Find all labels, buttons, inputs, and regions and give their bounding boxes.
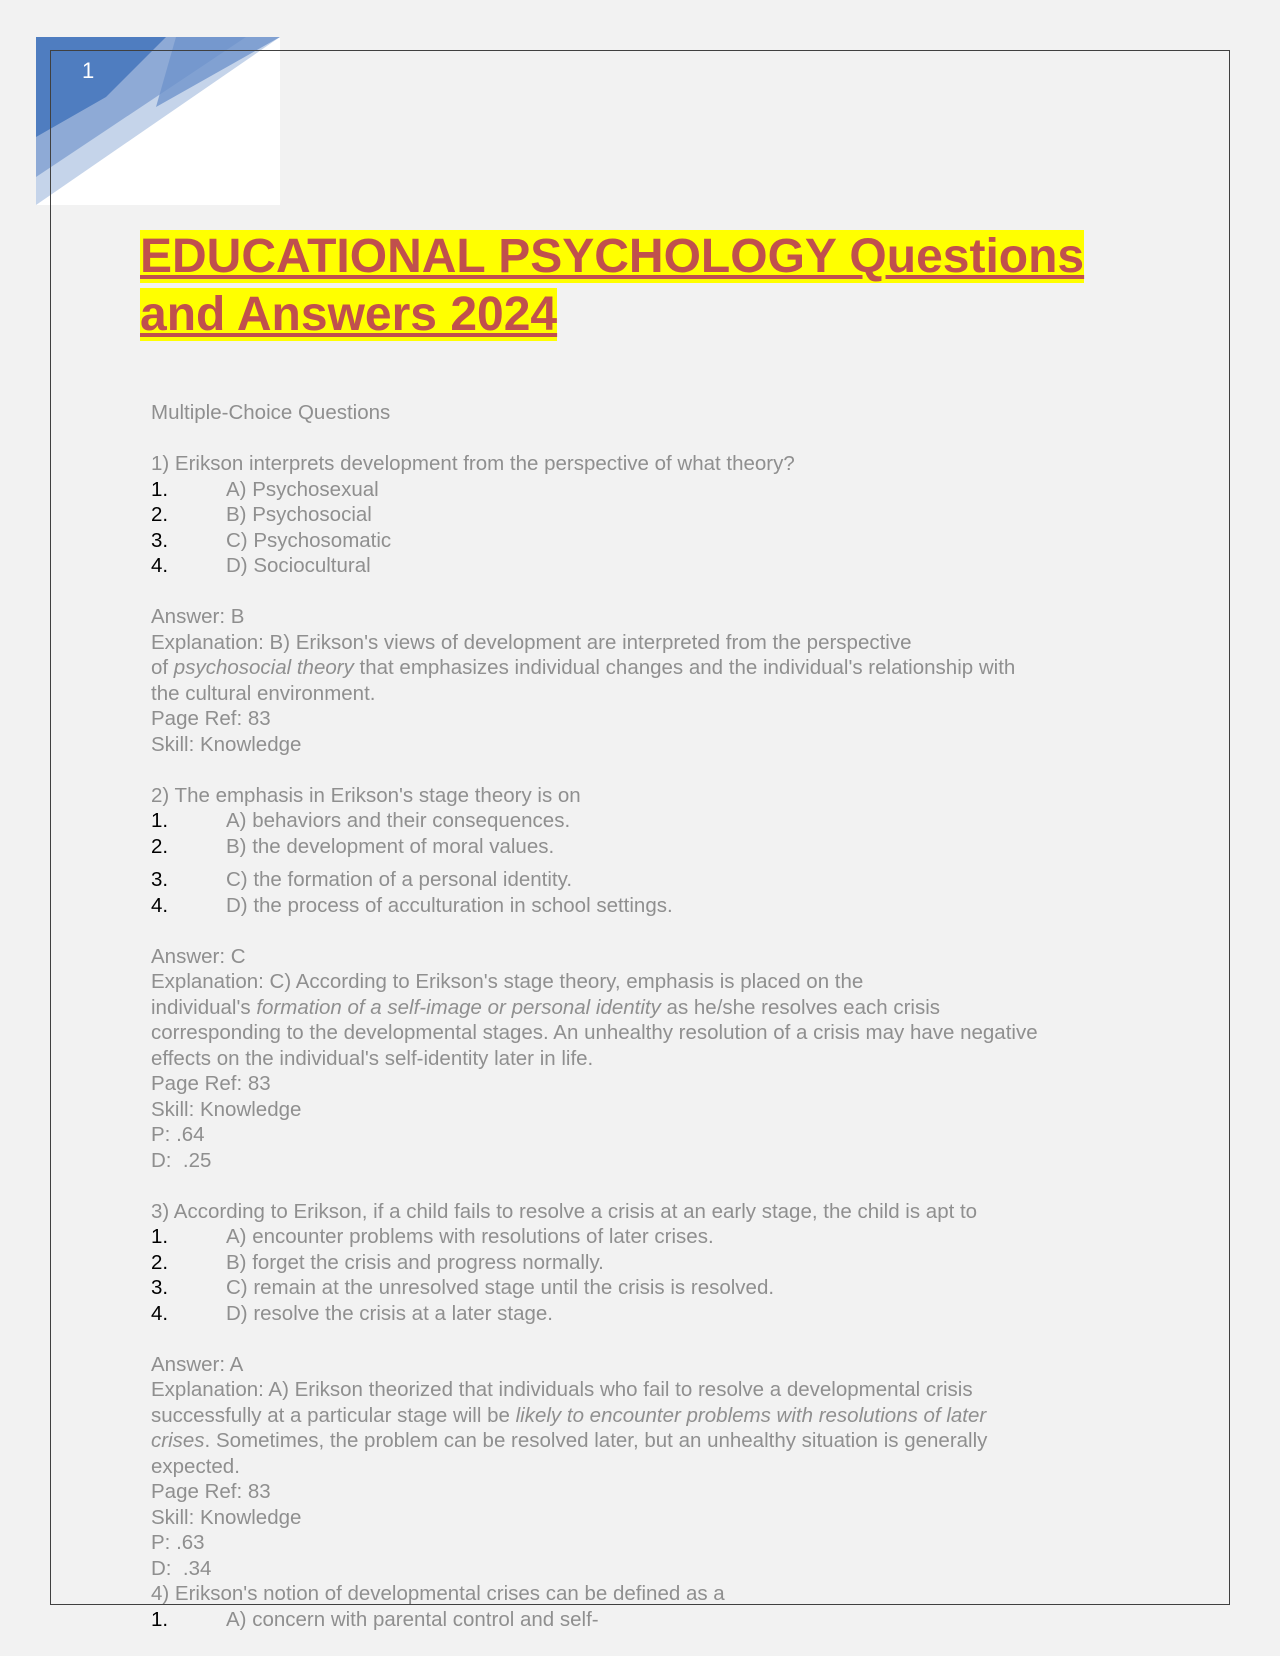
- explanation-line: expected.: [151, 1454, 240, 1478]
- answer-option: 1. A) concern with parental control and self-: [151, 1607, 599, 1631]
- question-stem: 1) Erikson interprets development from the perspective of what theory?: [151, 452, 795, 475]
- explanation-line: crises. Sometimes, the problem can be resolved later, but an unhealthy situation is generally: [151, 1429, 988, 1452]
- answer-option: 3. C) Psychosomatic: [151, 528, 392, 552]
- answer-option: 4. D) the process of acculturation in school settings.: [151, 893, 673, 917]
- question-stem: 4) Erikson's notion of developmental crises can be defined as a: [151, 1582, 725, 1605]
- explanation-line: the cultural environment.: [151, 681, 376, 705]
- d-value: D: .34: [151, 1556, 212, 1580]
- question-4: [151, 1581, 1141, 1632]
- explanation-line: Explanation: B) Erikson's views of development are interpreted from the perspective: [151, 630, 912, 654]
- d-value: D: .25: [151, 1148, 212, 1172]
- answer-option: 3. C) remain at the unresolved stage until the crisis is resolved.: [151, 1276, 775, 1299]
- page-ref: Page Ref: 83: [151, 1072, 271, 1095]
- page-ref: Page Ref: 83: [151, 1480, 271, 1503]
- explanation-line: Explanation: A) Erikson theorized that individuals who fail to resolve a developmental crisis: [151, 1378, 973, 1401]
- skill: Skill: Knowledge: [151, 1097, 302, 1121]
- answer-key: Answer: A: [151, 1352, 244, 1376]
- p-value: P: .64: [151, 1123, 205, 1146]
- answer-option: 1. A) encounter problems with resolutions of later crises.: [151, 1225, 714, 1248]
- answer-option: 4. D) Sociocultural: [151, 554, 371, 577]
- section-heading: Multiple-Choice Questions: [151, 401, 391, 424]
- document-title: [140, 228, 1150, 344]
- explanation-line: corresponding to the developmental stages. An unhealthy resolution of a crisis may have negative: [151, 1021, 1038, 1044]
- title-text: EDUCATIONAL PSYCHOLOGY Questions and Answers 2024: [140, 230, 1085, 341]
- question-1: [151, 451, 1141, 757]
- page-number: 1: [82, 58, 95, 83]
- question-2: [151, 783, 1141, 1174]
- answer-key: Answer: C: [151, 944, 246, 968]
- p-value: P: .63: [151, 1531, 205, 1554]
- answer-option: 3. C) the formation of a personal identity.: [151, 868, 573, 891]
- explanation-line: individual's formation of a self-image or personal identity as he/she resolves each crisis: [151, 995, 941, 1019]
- answer-option: 1. A) Psychosexual: [151, 477, 379, 501]
- skill: Skill: Knowledge: [151, 1505, 302, 1529]
- question-stem: 2) The emphasis in Erikson's stage theory is on: [151, 783, 581, 807]
- answer-option: 2. B) Psychosocial: [151, 503, 372, 526]
- explanation-line: of psychosocial theory that emphasizes individual changes and the individual's relationship with: [151, 656, 1016, 679]
- answer-option: 1. A) behaviors and their consequences.: [151, 809, 571, 832]
- explanation-line: successfully at a particular stage will be likely to encounter problems with resolutions of later: [151, 1403, 987, 1427]
- answer-key: Answer: B: [151, 605, 245, 628]
- answer-option: 4. D) resolve the crisis at a later stage.: [151, 1301, 553, 1325]
- explanation-line: effects on the individual's self-identity later in life.: [151, 1046, 594, 1070]
- question-stem: 3) According to Erikson, if a child fails to resolve a crisis at an early stage, the child is apt to: [151, 1199, 978, 1223]
- question-3: [151, 1199, 1141, 1582]
- answer-option: 2. B) forget the crisis and progress normally.: [151, 1250, 604, 1274]
- explanation-line: Explanation: C) According to Erikson's stage theory, emphasis is placed on the: [151, 970, 864, 993]
- document-body: [151, 400, 1141, 1632]
- skill: Skill: Knowledge: [151, 732, 302, 756]
- answer-option: 2. B) the development of moral values.: [151, 834, 555, 858]
- page-ref: Page Ref: 83: [151, 707, 271, 730]
